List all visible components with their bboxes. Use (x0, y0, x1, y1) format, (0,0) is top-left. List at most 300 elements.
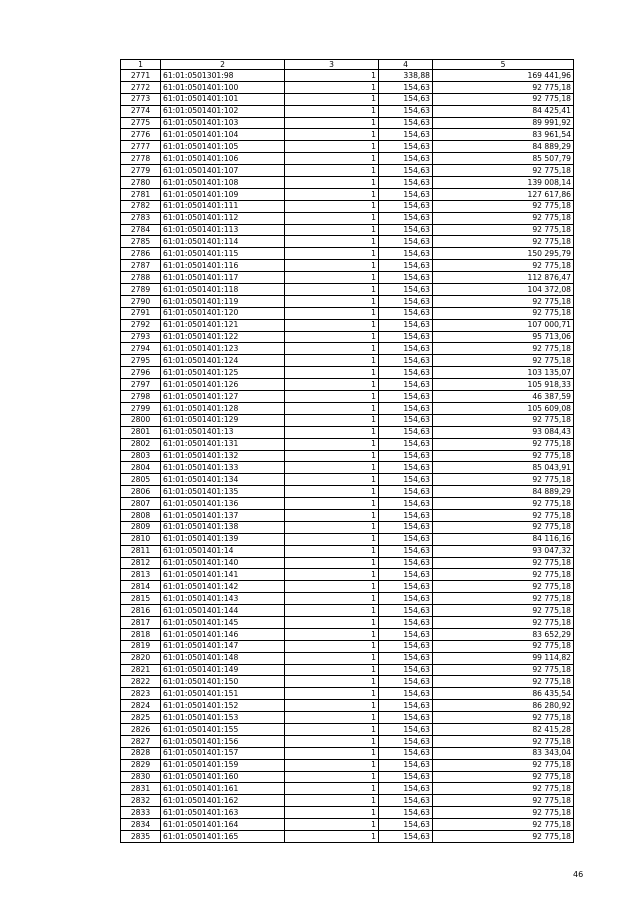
area-cell: 154,63 (379, 498, 433, 510)
cadastral-number-cell: 61:01:0501401:153 (161, 712, 285, 724)
area-cell: 154,63 (379, 462, 433, 474)
table-row (121, 165, 574, 177)
cadastral-value-cell: 92 775,18 (433, 498, 574, 510)
column-header-1: 1 (121, 60, 161, 70)
row-number-cell: 2833 (121, 807, 161, 819)
cadastral-value-cell: 92 775,18 (433, 771, 574, 783)
row-number-cell: 2806 (121, 486, 161, 498)
area-cell: 154,63 (379, 616, 433, 628)
quantity-cell: 1 (285, 153, 379, 165)
quantity-cell: 1 (285, 295, 379, 307)
row-number-cell: 2778 (121, 153, 161, 165)
table-row (121, 521, 574, 533)
area-cell: 154,63 (379, 593, 433, 605)
row-number-cell: 2817 (121, 616, 161, 628)
cadastral-number-cell: 61:01:0501401:132 (161, 450, 285, 462)
cadastral-value-cell: 92 775,18 (433, 343, 574, 355)
table-row (121, 783, 574, 795)
table-row (121, 664, 574, 676)
table-header-row (121, 60, 574, 70)
row-number-cell: 2774 (121, 105, 161, 117)
area-cell: 154,63 (379, 819, 433, 831)
quantity-cell: 1 (285, 379, 379, 391)
cadastral-value-cell: 92 775,18 (433, 224, 574, 236)
quantity-cell: 1 (285, 319, 379, 331)
row-number-cell: 2782 (121, 200, 161, 212)
row-number-cell: 2819 (121, 640, 161, 652)
quantity-cell: 1 (285, 367, 379, 379)
cadastral-value-cell: 139 008,14 (433, 177, 574, 189)
cadastral-value-cell: 105 918,33 (433, 379, 574, 391)
row-number-cell: 2789 (121, 284, 161, 296)
row-number-cell: 2808 (121, 509, 161, 521)
cadastral-number-cell: 61:01:0501401:116 (161, 260, 285, 272)
cadastral-value-cell: 92 775,18 (433, 557, 574, 569)
quantity-cell: 1 (285, 747, 379, 759)
area-cell: 154,63 (379, 438, 433, 450)
quantity-cell: 1 (285, 105, 379, 117)
cadastral-value-cell: 83 343,04 (433, 747, 574, 759)
quantity-cell: 1 (285, 652, 379, 664)
cadastral-number-cell: 61:01:0501401:111 (161, 200, 285, 212)
table-row (121, 248, 574, 260)
table-row (121, 426, 574, 438)
cadastral-value-cell: 84 889,29 (433, 486, 574, 498)
table-row (121, 284, 574, 296)
area-cell: 154,63 (379, 177, 433, 189)
cadastral-number-cell: 61:01:0501401:13 (161, 426, 285, 438)
cadastral-number-cell: 61:01:0501401:103 (161, 117, 285, 129)
cadastral-value-cell: 92 775,18 (433, 438, 574, 450)
row-number-cell: 2781 (121, 188, 161, 200)
cadastral-value-cell: 92 775,18 (433, 605, 574, 617)
row-number-cell: 2791 (121, 307, 161, 319)
row-number-cell: 2827 (121, 735, 161, 747)
table-row (121, 831, 574, 843)
cadastral-number-cell: 61:01:0501401:137 (161, 509, 285, 521)
cadastral-number-cell: 61:01:0501401:100 (161, 81, 285, 93)
cadastral-number-cell: 61:01:0501401:155 (161, 723, 285, 735)
table-row (121, 224, 574, 236)
row-number-cell: 2831 (121, 783, 161, 795)
table-row (121, 93, 574, 105)
area-cell: 154,63 (379, 284, 433, 296)
cadastral-number-cell: 61:01:0501401:143 (161, 593, 285, 605)
table-row (121, 509, 574, 521)
row-number-cell: 2797 (121, 379, 161, 391)
column-header-4: 4 (379, 60, 433, 70)
row-number-cell: 2772 (121, 81, 161, 93)
cadastral-number-cell: 61:01:0501401:120 (161, 307, 285, 319)
cadastral-value-cell: 92 775,18 (433, 593, 574, 605)
row-number-cell: 2812 (121, 557, 161, 569)
area-cell: 154,63 (379, 165, 433, 177)
cadastral-value-cell: 92 775,18 (433, 414, 574, 426)
quantity-cell: 1 (285, 712, 379, 724)
quantity-cell: 1 (285, 200, 379, 212)
cadastral-value-cell: 92 775,18 (433, 831, 574, 843)
quantity-cell: 1 (285, 783, 379, 795)
cadastral-value-cell: 92 775,18 (433, 93, 574, 105)
area-cell: 154,63 (379, 771, 433, 783)
table-row (121, 581, 574, 593)
area-cell: 154,63 (379, 414, 433, 426)
cadastral-number-cell: 61:01:0501401:127 (161, 391, 285, 403)
cadastral-value-cell: 127 617,86 (433, 188, 574, 200)
cadastral-number-cell: 61:01:0501401:156 (161, 735, 285, 747)
cadastral-number-cell: 61:01:0501401:159 (161, 759, 285, 771)
quantity-cell: 1 (285, 688, 379, 700)
cadastral-value-cell: 92 775,18 (433, 295, 574, 307)
quantity-cell: 1 (285, 593, 379, 605)
cadastral-value-cell: 83 652,29 (433, 628, 574, 640)
cadastral-number-cell: 61:01:0501401:161 (161, 783, 285, 795)
cadastral-number-cell: 61:01:0501401:135 (161, 486, 285, 498)
quantity-cell: 1 (285, 486, 379, 498)
quantity-cell: 1 (285, 723, 379, 735)
area-cell: 154,63 (379, 795, 433, 807)
row-number-cell: 2783 (121, 212, 161, 224)
row-number-cell: 2830 (121, 771, 161, 783)
table-row (121, 319, 574, 331)
row-number-cell: 2793 (121, 331, 161, 343)
table-row (121, 593, 574, 605)
area-cell: 154,63 (379, 831, 433, 843)
row-number-cell: 2786 (121, 248, 161, 260)
table-row (121, 177, 574, 189)
cadastral-number-cell: 61:01:0501401:145 (161, 616, 285, 628)
area-cell: 154,63 (379, 402, 433, 414)
cadastral-value-cell: 92 775,18 (433, 783, 574, 795)
quantity-cell: 1 (285, 248, 379, 260)
quantity-cell: 1 (285, 141, 379, 153)
cadastral-value-cell: 92 775,18 (433, 712, 574, 724)
quantity-cell: 1 (285, 640, 379, 652)
quantity-cell: 1 (285, 498, 379, 510)
table-row (121, 379, 574, 391)
table-row (121, 486, 574, 498)
area-cell: 154,63 (379, 628, 433, 640)
row-number-cell: 2821 (121, 664, 161, 676)
area-cell: 154,63 (379, 652, 433, 664)
column-header-5: 5 (433, 60, 574, 70)
cadastral-value-cell: 92 775,18 (433, 236, 574, 248)
area-cell: 154,63 (379, 117, 433, 129)
table-row (121, 212, 574, 224)
row-number-cell: 2804 (121, 462, 161, 474)
cadastral-value-cell: 92 775,18 (433, 807, 574, 819)
area-cell: 154,63 (379, 141, 433, 153)
quantity-cell: 1 (285, 129, 379, 141)
table-row (121, 462, 574, 474)
area-cell: 154,63 (379, 569, 433, 581)
table-row (121, 307, 574, 319)
row-number-cell: 2823 (121, 688, 161, 700)
cadastral-value-cell: 99 114,82 (433, 652, 574, 664)
row-number-cell: 2771 (121, 70, 161, 82)
table-row (121, 450, 574, 462)
row-number-cell: 2779 (121, 165, 161, 177)
table-row (121, 640, 574, 652)
table-row (121, 723, 574, 735)
table-row (121, 474, 574, 486)
area-cell: 154,63 (379, 723, 433, 735)
area-cell: 154,63 (379, 93, 433, 105)
cadastral-number-cell: 61:01:0501401:147 (161, 640, 285, 652)
quantity-cell: 1 (285, 581, 379, 593)
area-cell: 154,63 (379, 319, 433, 331)
cadastral-value-cell: 92 775,18 (433, 640, 574, 652)
cadastral-value-cell: 169 441,96 (433, 70, 574, 82)
row-number-cell: 2809 (121, 521, 161, 533)
quantity-cell: 1 (285, 402, 379, 414)
table-row (121, 605, 574, 617)
table-row (121, 343, 574, 355)
cadastral-number-cell: 61:01:0501401:106 (161, 153, 285, 165)
quantity-cell: 1 (285, 735, 379, 747)
cadastral-number-cell: 61:01:0501401:148 (161, 652, 285, 664)
quantity-cell: 1 (285, 81, 379, 93)
quantity-cell: 1 (285, 343, 379, 355)
quantity-cell: 1 (285, 807, 379, 819)
quantity-cell: 1 (285, 831, 379, 843)
table-row (121, 81, 574, 93)
area-cell: 154,63 (379, 735, 433, 747)
cadastral-value-cell: 105 609,08 (433, 402, 574, 414)
area-cell: 154,63 (379, 759, 433, 771)
quantity-cell: 1 (285, 307, 379, 319)
area-cell: 154,63 (379, 212, 433, 224)
table-row (121, 295, 574, 307)
cadastral-number-cell: 61:01:0501401:124 (161, 355, 285, 367)
quantity-cell: 1 (285, 236, 379, 248)
cadastral-number-cell: 61:01:0501401:122 (161, 331, 285, 343)
cadastral-number-cell: 61:01:0501401:115 (161, 248, 285, 260)
cadastral-number-cell: 61:01:0501401:144 (161, 605, 285, 617)
cadastral-number-cell: 61:01:0501401:136 (161, 498, 285, 510)
area-cell: 154,63 (379, 260, 433, 272)
cadastral-value-cell: 92 775,18 (433, 795, 574, 807)
cadastral-value-cell: 92 775,18 (433, 355, 574, 367)
table-row (121, 153, 574, 165)
quantity-cell: 1 (285, 676, 379, 688)
row-number-cell: 2811 (121, 545, 161, 557)
cadastral-number-cell: 61:01:0501401:123 (161, 343, 285, 355)
quantity-cell: 1 (285, 533, 379, 545)
area-cell: 154,63 (379, 272, 433, 284)
row-number-cell: 2824 (121, 700, 161, 712)
quantity-cell: 1 (285, 70, 379, 82)
area-cell: 154,63 (379, 605, 433, 617)
cadastral-value-cell: 92 775,18 (433, 676, 574, 688)
cadastral-value-cell: 92 775,18 (433, 759, 574, 771)
row-number-cell: 2813 (121, 569, 161, 581)
table-row (121, 747, 574, 759)
cadastral-value-cell: 92 775,18 (433, 819, 574, 831)
table-row (121, 545, 574, 557)
row-number-cell: 2810 (121, 533, 161, 545)
cadastral-value-cell: 85 043,91 (433, 462, 574, 474)
quantity-cell: 1 (285, 260, 379, 272)
table-row (121, 616, 574, 628)
table-row (121, 70, 574, 82)
cadastral-value-cell: 92 775,18 (433, 581, 574, 593)
cadastral-value-cell: 84 889,29 (433, 141, 574, 153)
cadastral-value-cell: 103 135,07 (433, 367, 574, 379)
quantity-cell: 1 (285, 616, 379, 628)
quantity-cell: 1 (285, 509, 379, 521)
table-row (121, 557, 574, 569)
cadastral-value-cell: 92 775,18 (433, 569, 574, 581)
area-cell: 154,63 (379, 367, 433, 379)
cadastral-number-cell: 61:01:0501401:150 (161, 676, 285, 688)
cadastral-number-cell: 61:01:0501401:101 (161, 93, 285, 105)
cadastral-value-cell: 112 876,47 (433, 272, 574, 284)
quantity-cell: 1 (285, 474, 379, 486)
area-cell: 154,63 (379, 105, 433, 117)
quantity-cell: 1 (285, 272, 379, 284)
table-row (121, 676, 574, 688)
row-number-cell: 2780 (121, 177, 161, 189)
quantity-cell: 1 (285, 188, 379, 200)
cadastral-number-cell: 61:01:0501401:114 (161, 236, 285, 248)
cadastral-value-cell: 92 775,18 (433, 81, 574, 93)
row-number-cell: 2828 (121, 747, 161, 759)
quantity-cell: 1 (285, 700, 379, 712)
cadastral-number-cell: 61:01:0501401:109 (161, 188, 285, 200)
area-cell: 154,63 (379, 295, 433, 307)
area-cell: 154,63 (379, 747, 433, 759)
quantity-cell: 1 (285, 426, 379, 438)
cadastral-number-cell: 61:01:0501401:117 (161, 272, 285, 284)
cadastral-value-cell: 92 775,18 (433, 735, 574, 747)
row-number-cell: 2805 (121, 474, 161, 486)
row-number-cell: 2787 (121, 260, 161, 272)
row-number-cell: 2788 (121, 272, 161, 284)
cadastral-value-cell: 92 775,18 (433, 260, 574, 272)
cadastral-number-cell: 61:01:0501401:108 (161, 177, 285, 189)
table-row (121, 141, 574, 153)
quantity-cell: 1 (285, 355, 379, 367)
cadastral-value-cell: 92 775,18 (433, 307, 574, 319)
table-row (121, 652, 574, 664)
row-number-cell: 2807 (121, 498, 161, 510)
table-row (121, 355, 574, 367)
row-number-cell: 2777 (121, 141, 161, 153)
cadastral-value-cell: 92 775,18 (433, 664, 574, 676)
table-row (121, 807, 574, 819)
area-cell: 154,63 (379, 509, 433, 521)
quantity-cell: 1 (285, 759, 379, 771)
quantity-cell: 1 (285, 569, 379, 581)
row-number-cell: 2799 (121, 402, 161, 414)
cadastral-value-cell: 95 713,06 (433, 331, 574, 343)
cadastral-number-cell: 61:01:0501301:98 (161, 70, 285, 82)
row-number-cell: 2816 (121, 605, 161, 617)
table-row (121, 105, 574, 117)
column-header-3: 3 (285, 60, 379, 70)
cadastral-number-cell: 61:01:0501401:160 (161, 771, 285, 783)
area-cell: 154,63 (379, 200, 433, 212)
table-row (121, 117, 574, 129)
table-row (121, 819, 574, 831)
table-row (121, 402, 574, 414)
quantity-cell: 1 (285, 177, 379, 189)
table-row (121, 628, 574, 640)
cadastral-number-cell: 61:01:0501401:126 (161, 379, 285, 391)
area-cell: 154,63 (379, 521, 433, 533)
cadastral-number-cell: 61:01:0501401:129 (161, 414, 285, 426)
area-cell: 154,63 (379, 426, 433, 438)
area-cell: 154,63 (379, 557, 433, 569)
area-cell: 154,63 (379, 533, 433, 545)
cadastral-value-cell: 86 435,54 (433, 688, 574, 700)
table-row (121, 188, 574, 200)
row-number-cell: 2829 (121, 759, 161, 771)
quantity-cell: 1 (285, 628, 379, 640)
quantity-cell: 1 (285, 462, 379, 474)
cadastral-number-cell: 61:01:0501401:119 (161, 295, 285, 307)
cadastral-number-cell: 61:01:0501401:162 (161, 795, 285, 807)
area-cell: 154,63 (379, 224, 433, 236)
cadastral-number-cell: 61:01:0501401:163 (161, 807, 285, 819)
cadastral-value-cell: 84 116,16 (433, 533, 574, 545)
quantity-cell: 1 (285, 212, 379, 224)
row-number-cell: 2776 (121, 129, 161, 141)
cadastral-value-cell: 107 000,71 (433, 319, 574, 331)
cadastral-value-cell: 93 047,32 (433, 545, 574, 557)
table-row (121, 200, 574, 212)
quantity-cell: 1 (285, 331, 379, 343)
row-number-cell: 2803 (121, 450, 161, 462)
area-cell: 154,63 (379, 248, 433, 260)
area-cell: 154,63 (379, 712, 433, 724)
area-cell: 154,63 (379, 450, 433, 462)
area-cell: 154,63 (379, 783, 433, 795)
cadastral-value-cell: 104 372,08 (433, 284, 574, 296)
row-number-cell: 2773 (121, 93, 161, 105)
row-number-cell: 2798 (121, 391, 161, 403)
row-number-cell: 2835 (121, 831, 161, 843)
row-number-cell: 2825 (121, 712, 161, 724)
cadastral-value-cell: 92 775,18 (433, 616, 574, 628)
cadastral-number-cell: 61:01:0501401:151 (161, 688, 285, 700)
cadastral-number-cell: 61:01:0501401:125 (161, 367, 285, 379)
cadastral-number-cell: 61:01:0501401:164 (161, 819, 285, 831)
cadastral-value-cell: 92 775,18 (433, 212, 574, 224)
area-cell: 154,63 (379, 343, 433, 355)
cadastral-number-cell: 61:01:0501401:107 (161, 165, 285, 177)
column-header-2: 2 (161, 60, 285, 70)
quantity-cell: 1 (285, 117, 379, 129)
quantity-cell: 1 (285, 605, 379, 617)
row-number-cell: 2801 (121, 426, 161, 438)
table-row (121, 438, 574, 450)
cadastral-value-cell: 93 084,43 (433, 426, 574, 438)
area-cell: 154,63 (379, 474, 433, 486)
cadastral-number-cell: 61:01:0501401:157 (161, 747, 285, 759)
table-row (121, 498, 574, 510)
cadastral-number-cell: 61:01:0501401:140 (161, 557, 285, 569)
area-cell: 154,63 (379, 129, 433, 141)
row-number-cell: 2794 (121, 343, 161, 355)
cadastral-value-cell: 82 415,28 (433, 723, 574, 735)
cadastral-value-cell: 92 775,18 (433, 509, 574, 521)
row-number-cell: 2814 (121, 581, 161, 593)
area-cell: 154,63 (379, 640, 433, 652)
table-row (121, 391, 574, 403)
area-cell: 154,63 (379, 688, 433, 700)
